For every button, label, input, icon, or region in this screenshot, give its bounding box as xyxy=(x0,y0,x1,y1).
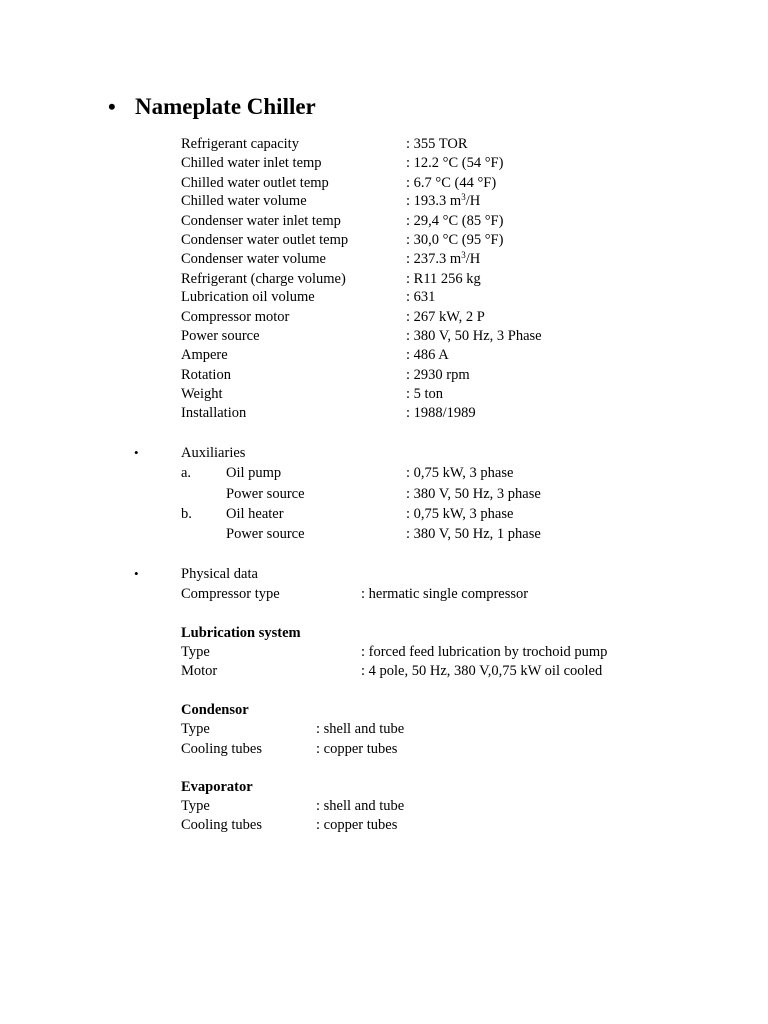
spec-label: Compressor type xyxy=(181,586,280,602)
spec-value: : R11 256 kg xyxy=(406,271,481,287)
spec-value: : 355 TOR xyxy=(406,136,468,152)
page-title xyxy=(108,94,316,120)
spec-value: : copper tubes xyxy=(316,817,398,833)
spec-label: Cooling tubes xyxy=(181,741,262,757)
spec-value: : 193.3 $m^3/H$ xyxy=(406,192,481,209)
auxiliary-label: Power source xyxy=(226,526,305,542)
spec-value: : 30,0 °C (95 °F) xyxy=(406,232,504,248)
section-label: Physical data xyxy=(181,566,258,582)
spec-label: Motor xyxy=(181,663,218,679)
spec-label: Power source xyxy=(181,328,260,344)
section-title: Evaporator xyxy=(181,779,253,795)
spec-value: : shell and tube xyxy=(316,721,405,737)
spec-label: Condenser water inlet temp xyxy=(181,213,341,229)
spec-value: : forced feed lubrication by trochoid pump xyxy=(361,644,608,660)
section-title: Lubrication system xyxy=(181,625,301,641)
section-label: Auxiliaries xyxy=(181,445,246,461)
spec-value: : 12.2 °C (54 °F) xyxy=(406,155,504,171)
spec-label: Condenser water outlet temp xyxy=(181,232,349,248)
section-title: Condensor xyxy=(181,702,249,718)
spec-value: : 237.3 $m^3/H$ xyxy=(406,250,481,267)
spec-value: : 267 kW, 2 P xyxy=(406,309,485,325)
list-bullet: • xyxy=(134,566,139,581)
spec-value: : 486 A xyxy=(406,347,449,363)
auxiliary-label: Power source xyxy=(226,486,305,502)
auxiliary-label: Oil pump xyxy=(226,465,282,481)
heading-bullet: • xyxy=(108,94,116,119)
spec-label: Rotation xyxy=(181,367,231,383)
spec-label: Type xyxy=(181,721,210,737)
list-bullet: • xyxy=(134,445,139,460)
spec-label: Chilled water inlet temp xyxy=(181,155,322,171)
spec-label: Condenser water volume xyxy=(181,251,326,267)
spec-value: : copper tubes xyxy=(316,741,398,757)
spec-value: : shell and tube xyxy=(316,798,405,814)
spec-label: Type xyxy=(181,798,210,814)
spec-label: Refrigerant (charge volume) xyxy=(181,271,346,287)
auxiliary-value: : 380 V, 50 Hz, 3 phase xyxy=(406,486,541,502)
spec-label: Cooling tubes xyxy=(181,817,262,833)
auxiliary-value: : 0,75 kW, 3 phase xyxy=(406,465,514,481)
heading-text: Nameplate Chiller xyxy=(135,94,316,119)
spec-value: : 5 ton xyxy=(406,386,444,402)
spec-value: : 2930 rpm xyxy=(406,367,470,383)
superscript: 3 xyxy=(461,250,466,260)
item-letter: a. xyxy=(181,465,192,481)
spec-value: : 380 V, 50 Hz, 3 Phase xyxy=(406,328,542,344)
spec-label: Weight xyxy=(181,386,223,402)
spec-label: Chilled water outlet temp xyxy=(181,175,329,191)
spec-value: : 4 pole, 50 Hz, 380 V,0,75 kW oil cooled xyxy=(361,663,603,679)
spec-label: Installation xyxy=(181,405,247,421)
spec-value: : 29,4 °C (85 °F) xyxy=(406,213,504,229)
superscript: 3 xyxy=(461,192,466,202)
spec-value: : hermatic single compressor xyxy=(361,586,529,602)
auxiliary-value: : 380 V, 50 Hz, 1 phase xyxy=(406,526,541,542)
spec-value: : 1988/1989 xyxy=(406,405,476,421)
spec-value: : 6.7 °C (44 °F) xyxy=(406,175,497,191)
spec-value: : 631 xyxy=(406,289,436,305)
spec-label: Type xyxy=(181,644,210,660)
auxiliary-label: Oil heater xyxy=(226,506,284,522)
spec-label: Refrigerant capacity xyxy=(181,136,299,152)
auxiliary-value: : 0,75 kW, 3 phase xyxy=(406,506,514,522)
item-letter: b. xyxy=(181,506,192,522)
spec-label: Compressor motor xyxy=(181,309,290,325)
spec-label: Lubrication oil volume xyxy=(181,289,315,305)
spec-label: Ampere xyxy=(181,347,228,363)
spec-label: Chilled water volume xyxy=(181,193,307,209)
